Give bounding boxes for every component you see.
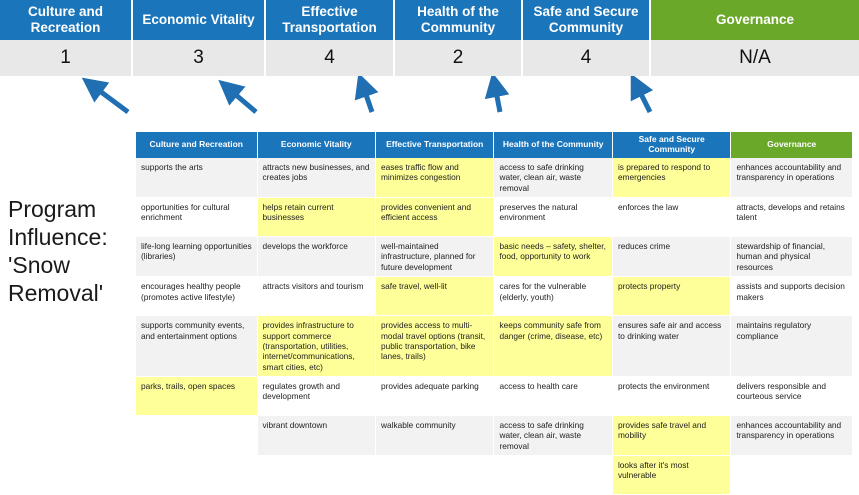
matrix-cell-r3-c2: safe travel, well-lit [376, 277, 494, 316]
matrix-row [136, 277, 852, 316]
matrix-cell-r7-c2 [376, 456, 494, 495]
matrix-cell-r1-c4: enforces the law [612, 198, 730, 237]
matrix-row [136, 316, 852, 377]
matrix-cell-r2-c1: develops the workforce [257, 237, 375, 277]
matrix-header-culture-and-recreation: Culture and Recreation [136, 132, 257, 158]
matrix-cell-r2-c3: basic needs – safety, shelter, food, opportunity to work [494, 237, 612, 277]
matrix-cell-r6-c0 [136, 415, 257, 455]
matrix-cell-r6-c2: walkable community [376, 415, 494, 455]
matrix-header-governance: Governance [731, 132, 852, 158]
matrix-cell-r6-c1: vibrant downtown [257, 415, 375, 455]
matrix-cell-r6-c4: provides safe travel and mobility [612, 415, 730, 455]
matrix-cell-r2-c0: life-long learning opportunities (libraries) [136, 237, 257, 277]
matrix-cell-r5-c4: protects the environment [612, 376, 730, 415]
matrix-row [136, 456, 852, 495]
priority-score-3: 2 [395, 40, 523, 76]
matrix-cell-r2-c4: reduces crime [612, 237, 730, 277]
matrix-cell-r0-c0: supports the arts [136, 158, 257, 198]
matrix-cell-r3-c5: assists and supports decision makers [731, 277, 852, 316]
matrix-cell-r7-c0 [136, 456, 257, 495]
matrix-cell-r2-c2: well-maintained infrastructure, planned for future development [376, 237, 494, 277]
top-header-1: Economic Vitality [133, 0, 266, 40]
matrix-cell-r5-c2: provides adequate parking [376, 376, 494, 415]
matrix-cell-r1-c0: opportunities for cultural enrichment [136, 198, 257, 237]
matrix-cell-r3-c0: encourages healthy people (promotes active lifestyle) [136, 277, 257, 316]
program-influence-label: Program Influence: 'Snow Removal' [8, 196, 108, 307]
community-priorities-matrix [136, 132, 852, 495]
priority-score-2: 4 [266, 40, 395, 76]
matrix-header-row [136, 132, 852, 158]
top-header-0: Culture and Recreation [0, 0, 133, 40]
matrix-row [136, 376, 852, 415]
matrix-cell-r3-c3: cares for the vulnerable (elderly, youth) [494, 277, 612, 316]
matrix-cell-r4-c1: provides infrastructure to support commerce (transportation, utilities, internet/communications, smart cities, etc) [257, 316, 375, 377]
matrix-cell-r5-c3: access to health care [494, 376, 612, 415]
matrix-row [136, 415, 852, 455]
matrix-row [136, 158, 852, 198]
matrix-cell-r4-c4: ensures safe air and access to drinking water [612, 316, 730, 377]
priority-score-5: N/A [651, 40, 859, 76]
matrix-cell-r6-c3: access to safe drinking water, clean air, waste removal [494, 415, 612, 455]
matrix-cell-r7-c5 [731, 456, 852, 495]
matrix-cell-r7-c1 [257, 456, 375, 495]
priority-score-band [0, 40, 859, 76]
matrix-row [136, 198, 852, 237]
matrix-header-economic-vitality: Economic Vitality [257, 132, 375, 158]
matrix-cell-r0-c2: eases traffic flow and minimizes congestion [376, 158, 494, 198]
matrix-cell-r1-c5: attracts, develops and retains talent [731, 198, 852, 237]
matrix-cell-r1-c1: helps retain current businesses [257, 198, 375, 237]
matrix-cell-r5-c1: regulates growth and development [257, 376, 375, 415]
priority-score-1: 3 [133, 40, 266, 76]
matrix-cell-r7-c3 [494, 456, 612, 495]
matrix-cell-r3-c1: attracts visitors and tourism [257, 277, 375, 316]
matrix-cell-r4-c0: supports community events, and entertainment options [136, 316, 257, 377]
priority-score-4: 4 [523, 40, 651, 76]
priority-header-band [0, 0, 859, 40]
matrix-cell-r4-c2: provides access to multi-modal travel options (transit, public transportation, bike lanes, trails) [376, 316, 494, 377]
matrix-cell-r0-c4: is prepared to respond to emergencies [612, 158, 730, 198]
top-header-5: Governance [651, 0, 859, 40]
matrix-cell-r5-c0: parks, trails, open spaces [136, 376, 257, 415]
matrix-cell-r4-c3: keeps community safe from danger (crime, disease, etc) [494, 316, 612, 377]
matrix-cell-r3-c4: protects property [612, 277, 730, 316]
matrix-header-health-of-the-community: Health of the Community [494, 132, 612, 158]
matrix-cell-r0-c5: enhances accountability and transparency in operations [731, 158, 852, 198]
matrix-cell-r7-c4: looks after it's most vulnerable [612, 456, 730, 495]
matrix-cell-r0-c3: access to safe drinking water, clean air, waste removal [494, 158, 612, 198]
matrix-cell-r0-c1: attracts new businesses, and creates jobs [257, 158, 375, 198]
arrow-connectors [0, 76, 859, 134]
top-header-4: Safe and Secure Community [523, 0, 651, 40]
matrix-cell-r4-c5: maintains regulatory compliance [731, 316, 852, 377]
matrix-cell-r1-c3: preserves the natural environment [494, 198, 612, 237]
matrix-header-safe-and-secure-community: Safe and Secure Community [612, 132, 730, 158]
matrix-cell-r6-c5: enhances accountability and transparency in operations [731, 415, 852, 455]
top-header-3: Health of the Community [395, 0, 523, 40]
matrix-header-effective-transportation: Effective Transportation [376, 132, 494, 158]
matrix-row [136, 237, 852, 277]
priority-score-0: 1 [0, 40, 133, 76]
matrix-cell-r5-c5: delivers responsible and courteous service [731, 376, 852, 415]
matrix-cell-r1-c2: provides convenient and efficient access [376, 198, 494, 237]
top-header-2: Effective Transportation [266, 0, 395, 40]
matrix-cell-r2-c5: stewardship of financial, human and physical resources [731, 237, 852, 277]
